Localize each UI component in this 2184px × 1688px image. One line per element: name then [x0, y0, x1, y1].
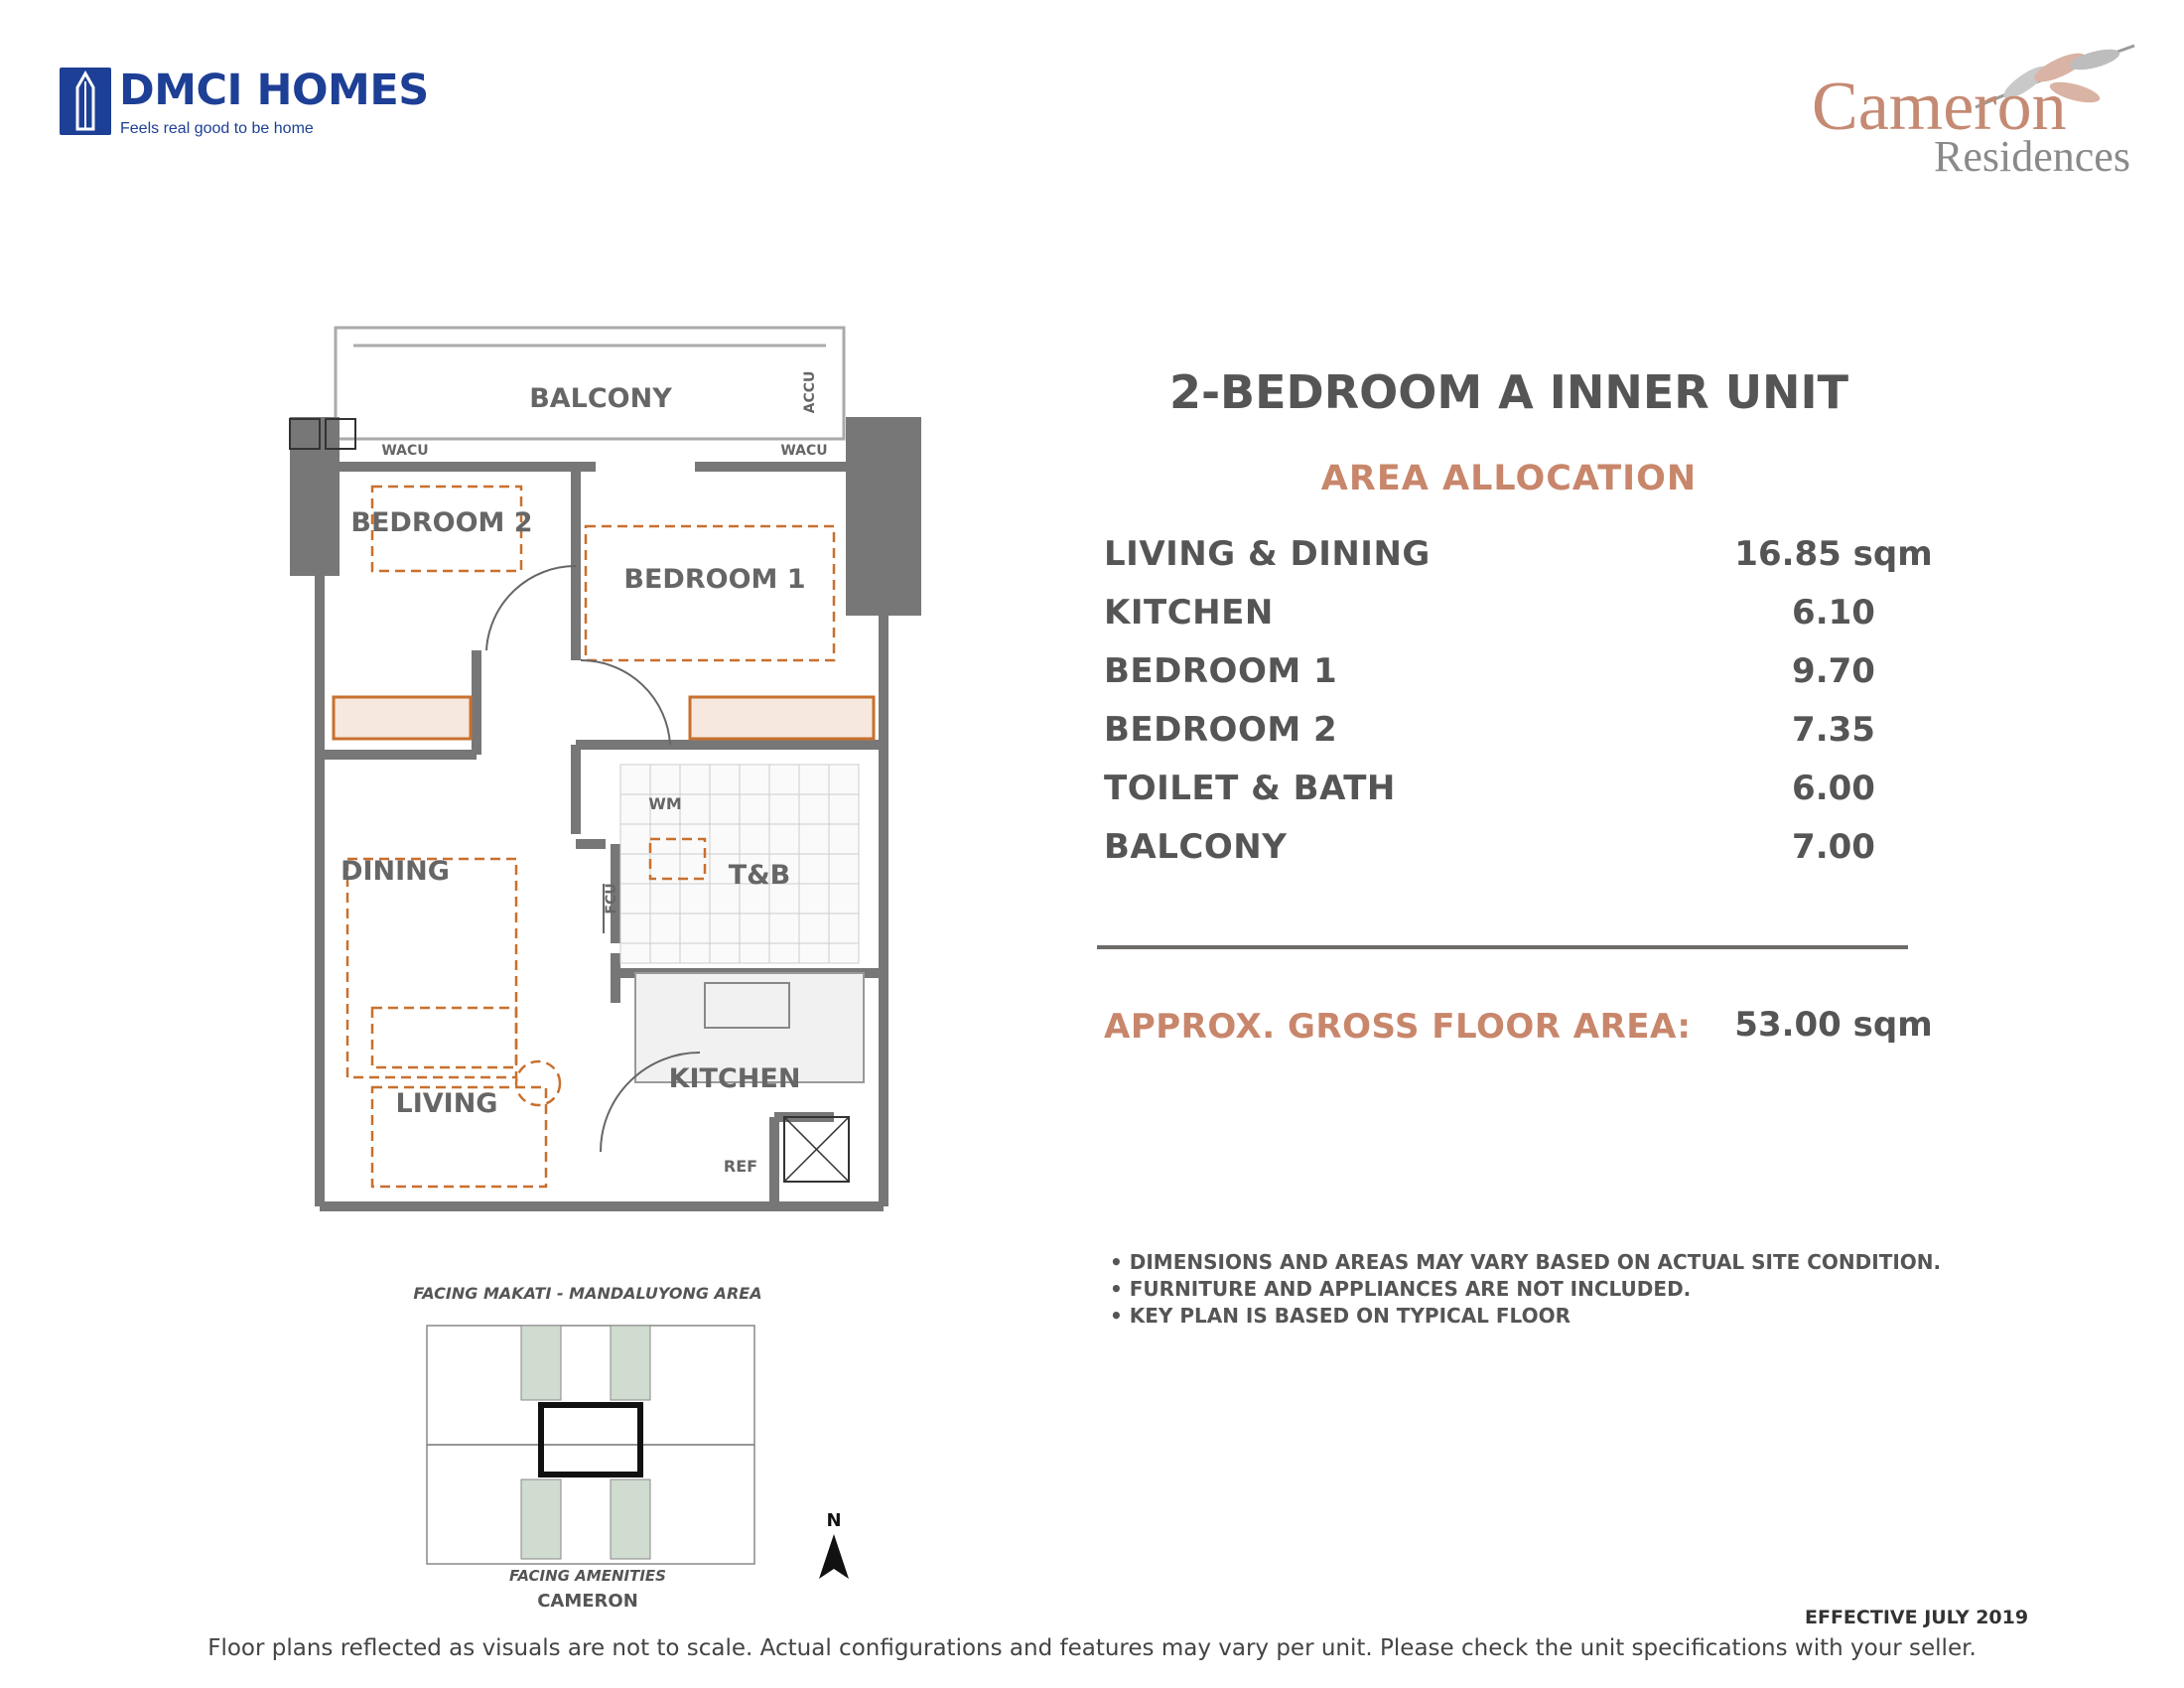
area-row	[1104, 769, 1898, 827]
north-arrow-icon	[819, 1534, 849, 1579]
area-allocation-heading: AREA ALLOCATION	[1320, 459, 1698, 498]
area-row	[1104, 710, 1898, 769]
area-value: 16.85 sqm	[1734, 534, 1933, 574]
area-row	[1104, 534, 1933, 593]
area-table	[1104, 534, 1933, 886]
area-row	[1104, 827, 1898, 886]
gross-floor-area-value: 53.00 sqm	[1734, 1005, 1933, 1045]
area-row	[1104, 593, 1898, 651]
fixture-label-accu: ACCU	[802, 370, 818, 414]
disclaimer-footer: Floor plans reflected as visuals are not to scale. Actual configurations and features may vary per unit. Please check the unit specifications with your seller.	[207, 1635, 1977, 1661]
area-label: BEDROOM 2	[1104, 710, 1338, 750]
area-label: KITCHEN	[1104, 593, 1274, 633]
area-label: TOILET & BATH	[1104, 769, 1396, 808]
room-label-living: LIVING	[395, 1088, 498, 1119]
area-value: 6.10	[1792, 593, 1875, 633]
room-label-bedroom1: BEDROOM 1	[623, 564, 806, 595]
room-label-balcony: BALCONY	[529, 383, 672, 414]
room-label-tb: T&B	[728, 860, 791, 891]
note: • FURNITURE AND APPLIANCES ARE NOT INCLUDED.	[1110, 1277, 1692, 1301]
keyplan-bottom-label: FACING AMENITIES	[509, 1567, 666, 1585]
developer-name: DMCI HOMES	[119, 66, 429, 115]
developer-tagline: Feels real good to be home	[120, 120, 314, 137]
north-label: N	[826, 1510, 842, 1531]
area-value: 7.00	[1792, 827, 1875, 867]
floor-plan	[278, 318, 953, 1271]
key-plan	[397, 1281, 874, 1618]
area-label: BALCONY	[1104, 827, 1288, 867]
project-name-sub: Residences	[1934, 132, 2130, 181]
fixture-label-wacu-right: WACU	[780, 443, 828, 459]
fixture-label-wm: WM	[648, 794, 682, 813]
fixture-label-ref: REF	[723, 1157, 758, 1176]
notes	[1110, 1249, 1941, 1330]
room-label-dining: DINING	[341, 856, 450, 887]
divider	[1097, 945, 1908, 949]
keyplan-building-name: CAMERON	[537, 1591, 638, 1612]
column-right	[846, 417, 921, 616]
fixture-label-fcu: FCU	[604, 883, 619, 914]
building-icon	[60, 68, 111, 135]
project-name: Cameron	[1812, 69, 2067, 145]
area-value: 6.00	[1792, 769, 1875, 808]
dmci-logo-mark	[60, 68, 111, 135]
note: • DIMENSIONS AND AREAS MAY VARY BASED ON ACTUAL SITE CONDITION.	[1110, 1250, 1942, 1274]
effective-date: EFFECTIVE JULY 2019	[1805, 1607, 2029, 1628]
note: • KEY PLAN IS BASED ON TYPICAL FLOOR	[1110, 1304, 1570, 1328]
area-value: 7.35	[1792, 710, 1875, 750]
area-row	[1104, 651, 1898, 710]
area-label: BEDROOM 1	[1104, 651, 1338, 691]
unit-title: 2-BEDROOM A INNER UNIT	[1168, 365, 1849, 419]
keyplan-top-label: FACING MAKATI - MANDALUYONG AREA	[413, 1284, 762, 1303]
room-label-kitchen: KITCHEN	[668, 1063, 801, 1094]
area-value: 9.70	[1792, 651, 1875, 691]
gross-floor-area-label: APPROX. GROSS FLOOR AREA:	[1104, 1007, 1692, 1047]
room-label-bedroom2: BEDROOM 2	[350, 507, 533, 538]
area-label: LIVING & DINING	[1104, 534, 1431, 574]
column-left	[290, 417, 340, 576]
fixture-label-wacu-left: WACU	[381, 443, 429, 459]
